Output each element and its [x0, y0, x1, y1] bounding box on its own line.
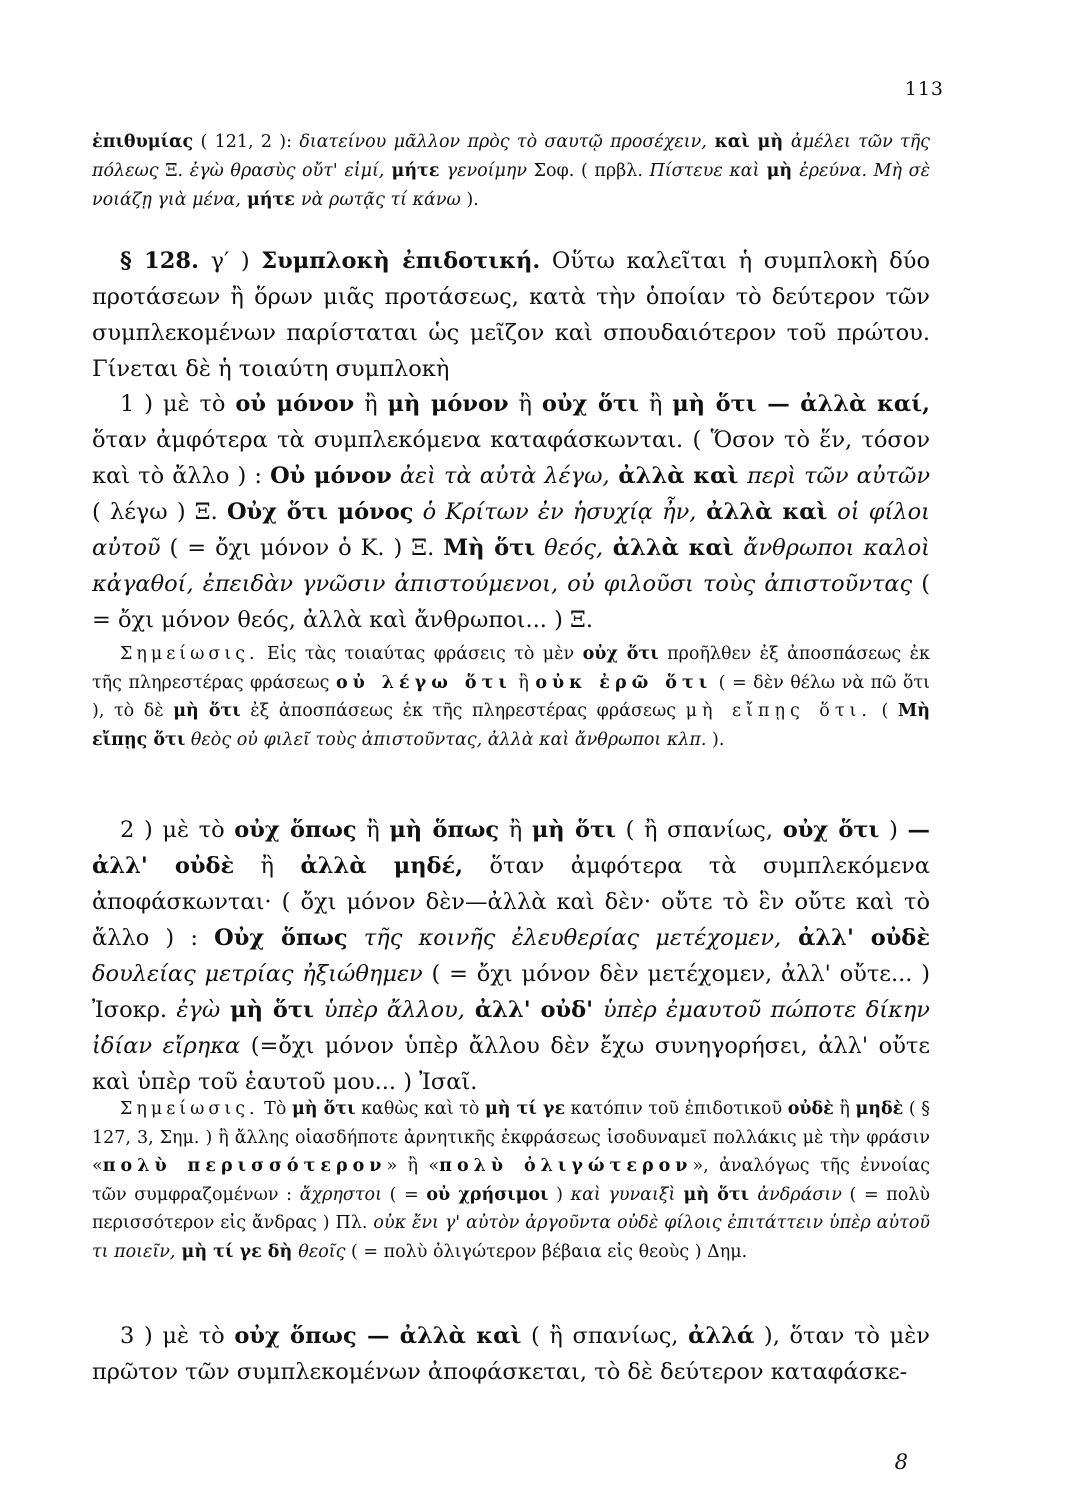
paragraph-case-3: 3 ) μὲ τὸ οὐχ ὅπως — ἀλλὰ καὶ ( ἢ σπανίως, ἀλλά ), ὅταν τὸ μὲν πρῶτον τῶν συμπλεκομένων ἀποφάσκεται, τὸ δὲ δεύτερον καταφάσκε- — [92, 1323, 930, 1385]
paragraph-case-1: 1 ) μὲ τὸ οὐ μόνον ἢ μὴ μόνον ἢ οὐχ ὅτι ἢ μὴ ὅτι — ἀλλὰ καί, ὅταν ἀμφότερα τὰ συμπλεκόμενα καταφάσκωνται. ( Ὅσον τὸ ἕν, τόσον καὶ τὸ ἄλλο ) : Οὐ μόνον ἀεὶ τὰ αὐτὰ λέγω, ἀλλὰ καὶ περὶ τῶν αὐτῶν ( λέγω ) Ξ. Οὐχ ὅτι μόνος ὁ Κρίτων ἐν ἡσυχίᾳ ἦν, ἀλλὰ καὶ οἱ φίλοι αὐτοῦ ( = ὄχι μόνον ὁ Κ. ) Ξ. Μὴ ὅτι θεός, ἀλλὰ καὶ ἄνθρωποι καλοὶ κἀγαθοί, ἐπειδὰν γνῶσιν ἀπιστούμενοι, οὐ φιλοῦσι τοὺς ἀπιστοῦντας ( = ὄχι μόνον θεός, ἀλλὰ καὶ ἄνθρωποι... ) Ξ. — [92, 391, 931, 633]
section-number: § 128. — [120, 248, 199, 274]
signature-mark: 8 — [894, 1450, 908, 1474]
note-1: Σημείωσις. Εἰς τὰς τοιαύτας φράσεις τὸ μὲν οὐχ ὅτι προῆλθεν ἐξ ἀποσπάσεως ἐκ τῆς πληρεστέρας φράσεως οὐ λέγω ὅτι ἢ οὐκ ἐρῶ ὅτι ( = δὲν θέλω νὰ πῶ ὅτι ), τὸ δὲ μὴ ὅτι ἐξ ἀποσπάσεως ἐκ τῆς πληρεστέρας φράσεως μὴ εἴπῃς ὅτι. ( Μὴ εἴπῃς ὅτι θεὸς οὐ φιλεῖ τοὺς ἀπιστοῦντας, ἀλλὰ καὶ ἄνθρωποι κλπ. ). — [92, 644, 930, 750]
section-heading: Συμπλοκὴ ἐπιδοτική. — [261, 248, 541, 274]
note-label: Σημείωσις. — [120, 644, 259, 664]
note-2: Σημείωσις. Τὸ μὴ ὅτι καθὼς καὶ τὸ μὴ τί γε κατόπιν τοῦ ἐπιδοτικοῦ οὐδὲ ἢ μηδὲ ( § 127, 3, Σημ. ) ἢ ἄλλης οἱασδήποτε ἀρνητικῆς ἐκφράσεως ἰσοδυναμεῖ πολλάκις μὲ τὴν φράσιν «πολὺ περισσότερον» ἢ «πολὺ ὀλιγώτερον», ἀναλόγως τῆς ἐννοίας τῶν συμφραζομένων : ἄχρηστοι ( = οὐ χρήσιμοι ) καὶ γυναιξὶ μὴ ὅτι ἀνδράσιν ( = πολὺ περισσότερον εἰς ἄνδρας ) Πλ. οὐκ ἔνι γ' αὐτὸν ἀργοῦντα οὐδὲ φίλοις ἐπιτάττειν ὑπὲρ αὐτοῦ τι ποιεῖν, μὴ τί γε δὴ θεοῖς ( = πολὺ ὀλιγώτερον βέβαια εἰς θεοὺς ) Δημ. — [92, 1099, 931, 1262]
note-label: Σημείωσις. — [120, 1099, 259, 1119]
section-128-intro: § 128. γ′ ) Συμπλοκὴ ἐπιδοτική. Οὕτω καλεῖται ἡ συμπλοκὴ δύο προτάσεων ἢ ὅρων μιᾶς προτάσεως, κατὰ τὴν ὁποίαν τὸ δεύτερον τῶν συμπλεκομένων παρίσταται ὡς μεῖζον καὶ σπουδαιότερον τοῦ πρώτου. Γίνεται δὲ ἡ τοιαύτη συμπλοκὴ — [92, 248, 930, 382]
paragraph-citation-continuation: ἐπιθυμίας ( 121, 2 ): διατείνου μᾶλλον πρὸς τὸ σαυτῷ προσέχειν, καὶ μὴ ἀμέλει τῶν τῆς πόλεως Ξ. ἐγὼ θρασὺς οὔτ' εἰμί, μήτε γενοίμην Σοφ. ( πρβλ. Πίστευε καὶ μὴ ἐρεύνα. Μὴ σὲ νοιάζῃ γιὰ μένα, μήτε νὰ ρωτᾷς τί κάνω ). — [92, 132, 930, 210]
paragraph-case-2: 2 ) μὲ τὸ οὐχ ὅπως ἢ μὴ ὅπως ἢ μὴ ὅτι ( ἢ σπανίως, οὐχ ὅτι ) — ἀλλ' οὐδὲ ἢ ἀλλὰ μηδέ, ὅταν ἀμφότερα τὰ συμπλεκόμενα ἀποφάσκωνται· ( ὄχι μόνον δὲν—ἀλλὰ καὶ δὲν· οὔτε τὸ ἓν οὔτε καὶ τὸ ἄλλο ) : Οὐχ ὅπως τῆς κοινῆς ἐλευθερίας μετέχομεν, ἀλλ' οὐδὲ δουλείας μετρίας ἠξιώθημεν ( = ὄχι μόνον δὲν μετέχομεν, ἀλλ' οὔτε... ) Ἰσοκρ. ἐγὼ μὴ ὅτι ὑπὲρ ἄλλου, ἀλλ' οὐδ' ὑπὲρ ἐμαυτοῦ πώποτε δίκην ἰδίαν εἴρηκα (=ὄχι μόνον ὑπὲρ ἄλλου δὲν ἔχω συνηγορήσει, ἀλλ' οὔτε καὶ ὑπὲρ τοῦ ἑαυτοῦ μου... ) Ἰσαῖ. — [92, 817, 930, 1095]
page-number: 113 — [904, 78, 944, 100]
